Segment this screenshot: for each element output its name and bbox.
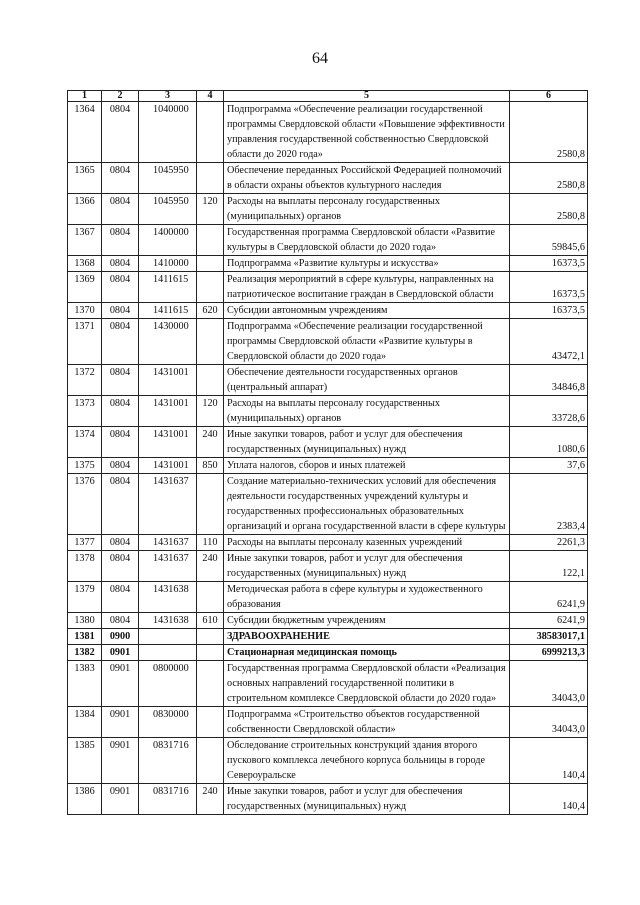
expense-type-cell [197, 738, 224, 784]
description-cell: Расходы на выплаты персоналу государственных (муниципальных) органов [224, 396, 510, 427]
table-row [68, 784, 588, 815]
section-code-cell: 0804 [102, 535, 139, 551]
row-number-cell: 1384 [68, 707, 102, 738]
amount-cell: 1080,6 [510, 427, 588, 458]
row-number-cell: 1385 [68, 738, 102, 784]
row-number-cell: 1374 [68, 427, 102, 458]
target-code-cell: 1431637 [139, 535, 197, 551]
table-row [68, 365, 588, 396]
target-code-cell: 0800000 [139, 661, 197, 707]
expense-type-cell [197, 163, 224, 194]
row-number-cell: 1372 [68, 365, 102, 396]
amount-cell: 16373,5 [510, 272, 588, 303]
amount-cell: 6241,9 [510, 613, 588, 629]
row-number-cell: 1379 [68, 582, 102, 613]
target-code-cell: 1431001 [139, 427, 197, 458]
target-code-cell: 1410000 [139, 256, 197, 272]
expense-type-cell [197, 474, 224, 535]
expense-type-cell [197, 645, 224, 661]
table-row [68, 661, 588, 707]
section-code-cell: 0901 [102, 784, 139, 815]
target-code-cell: 1411615 [139, 272, 197, 303]
table-row [68, 535, 588, 551]
target-code-cell: 0830000 [139, 707, 197, 738]
expense-type-cell: 620 [197, 303, 224, 319]
section-code-cell: 0804 [102, 303, 139, 319]
header-col-4: 4 [197, 91, 224, 102]
expense-type-cell: 240 [197, 784, 224, 815]
description-cell: Реализация мероприятий в сфере культуры, направленных на патриотическое воспитание граждан в Свердловской области [224, 272, 510, 303]
row-number-cell: 1381 [68, 629, 102, 645]
table-row [68, 629, 588, 645]
table-row [68, 427, 588, 458]
description-cell: Подпрограмма «Обеспечение реализации государственной программы Свердловской области «Повышение эффективности управления государственной собственностью Свердловской области до 2020 года» [224, 102, 510, 163]
target-code-cell: 1045950 [139, 194, 197, 225]
amount-cell: 2383,4 [510, 474, 588, 535]
expense-type-cell: 610 [197, 613, 224, 629]
row-number-cell: 1386 [68, 784, 102, 815]
header-col-2: 2 [102, 91, 139, 102]
amount-cell: 16373,5 [510, 256, 588, 272]
description-cell: Иные закупки товаров, работ и услуг для обеспечения государственных (муниципальных) нужд [224, 427, 510, 458]
table-body [68, 102, 588, 815]
description-cell: Иные закупки товаров, работ и услуг для обеспечения государственных (муниципальных) нужд [224, 784, 510, 815]
expense-type-cell [197, 707, 224, 738]
amount-cell: 34846,8 [510, 365, 588, 396]
expense-type-cell: 850 [197, 458, 224, 474]
expense-type-cell [197, 661, 224, 707]
row-number-cell: 1382 [68, 645, 102, 661]
amount-cell: 16373,5 [510, 303, 588, 319]
section-code-cell: 0804 [102, 458, 139, 474]
table-row [68, 551, 588, 582]
page-number: 64 [312, 50, 328, 67]
header-col-3: 3 [139, 91, 197, 102]
header-col-1: 1 [68, 91, 102, 102]
description-cell: Расходы на выплаты персоналу казенных учреждений [224, 535, 510, 551]
expense-type-cell [197, 102, 224, 163]
section-code-cell: 0804 [102, 319, 139, 365]
target-code-cell: 1431638 [139, 582, 197, 613]
description-cell: Субсидии автономным учреждениям [224, 303, 510, 319]
target-code-cell [139, 645, 197, 661]
section-code-cell: 0804 [102, 551, 139, 582]
table-row [68, 396, 588, 427]
table-row [68, 303, 588, 319]
description-cell: Государственная программа Свердловской области «Развитие культуры в Свердловской области до 2020 года» [224, 225, 510, 256]
row-number-cell: 1364 [68, 102, 102, 163]
section-code-cell: 0804 [102, 396, 139, 427]
amount-cell: 34043,0 [510, 707, 588, 738]
row-number-cell: 1380 [68, 613, 102, 629]
section-code-cell: 0804 [102, 256, 139, 272]
section-code-cell: 0900 [102, 629, 139, 645]
header-col-6: 6 [510, 91, 588, 102]
target-code-cell: 1431637 [139, 551, 197, 582]
row-number-cell: 1367 [68, 225, 102, 256]
expense-type-cell [197, 319, 224, 365]
section-code-cell: 0804 [102, 102, 139, 163]
row-number-cell: 1373 [68, 396, 102, 427]
table-row [68, 225, 588, 256]
target-code-cell: 1040000 [139, 102, 197, 163]
description-cell: Подпрограмма «Обеспечение реализации государственной программы Свердловской области «Развитие культуры в Свердловской области до 2020 года» [224, 319, 510, 365]
amount-cell: 2580,8 [510, 163, 588, 194]
table-row [68, 194, 588, 225]
row-number-cell: 1376 [68, 474, 102, 535]
expense-type-cell: 120 [197, 396, 224, 427]
target-code-cell: 1431001 [139, 396, 197, 427]
table-row [68, 256, 588, 272]
amount-cell: 6999213,3 [510, 645, 588, 661]
table-row [68, 582, 588, 613]
table-row [68, 645, 588, 661]
amount-cell: 2580,8 [510, 194, 588, 225]
row-number-cell: 1378 [68, 551, 102, 582]
expense-type-cell: 110 [197, 535, 224, 551]
row-number-cell: 1377 [68, 535, 102, 551]
description-cell: Подпрограмма «Строительство объектов государственной собственности Свердловской области» [224, 707, 510, 738]
section-code-cell: 0901 [102, 738, 139, 784]
description-cell: Обследование строительных конструкций здания второго пускового комплекса лечебного корпуса больницы в городе Североуральске [224, 738, 510, 784]
section-code-cell: 0901 [102, 661, 139, 707]
expense-type-cell [197, 629, 224, 645]
row-number-cell: 1369 [68, 272, 102, 303]
section-code-cell: 0804 [102, 427, 139, 458]
description-cell: Иные закупки товаров, работ и услуг для обеспечения государственных (муниципальных) нужд [224, 551, 510, 582]
expense-type-cell [197, 582, 224, 613]
section-code-cell: 0804 [102, 474, 139, 535]
description-cell: Подпрограмма «Развитие культуры и искусства» [224, 256, 510, 272]
expense-type-cell [197, 256, 224, 272]
section-code-cell: 0804 [102, 225, 139, 256]
target-code-cell: 0831716 [139, 738, 197, 784]
table-row [68, 102, 588, 163]
amount-cell: 34043,0 [510, 661, 588, 707]
amount-cell: 33728,6 [510, 396, 588, 427]
header-row [68, 91, 588, 102]
table-row [68, 474, 588, 535]
target-code-cell: 1430000 [139, 319, 197, 365]
description-cell: Создание материально-технических условий для обеспечения деятельности государственных учреждений культуры и государственных профессиональных образовательных организаций и органа государственной власти в сфере культуры [224, 474, 510, 535]
expense-type-cell: 120 [197, 194, 224, 225]
amount-cell: 122,1 [510, 551, 588, 582]
table-row [68, 272, 588, 303]
row-number-cell: 1383 [68, 661, 102, 707]
table-row [68, 738, 588, 784]
header-col-5: 5 [224, 91, 510, 102]
description-cell: ЗДРАВООХРАНЕНИЕ [224, 629, 510, 645]
description-cell: Субсидии бюджетным учреждениям [224, 613, 510, 629]
amount-cell: 2580,8 [510, 102, 588, 163]
description-cell: Уплата налогов, сборов и иных платежей [224, 458, 510, 474]
amount-cell: 43472,1 [510, 319, 588, 365]
description-cell: Стационарная медицинская помощь [224, 645, 510, 661]
amount-cell: 37,6 [510, 458, 588, 474]
section-code-cell: 0901 [102, 707, 139, 738]
table-row [68, 613, 588, 629]
description-cell: Расходы на выплаты персоналу государственных (муниципальных) органов [224, 194, 510, 225]
target-code-cell [139, 629, 197, 645]
row-number-cell: 1365 [68, 163, 102, 194]
target-code-cell: 1400000 [139, 225, 197, 256]
section-code-cell: 0804 [102, 194, 139, 225]
amount-cell: 38583017,1 [510, 629, 588, 645]
section-code-cell: 0804 [102, 272, 139, 303]
table-row [68, 707, 588, 738]
expense-type-cell [197, 272, 224, 303]
row-number-cell: 1366 [68, 194, 102, 225]
target-code-cell: 1431637 [139, 474, 197, 535]
target-code-cell: 1431638 [139, 613, 197, 629]
section-code-cell: 0804 [102, 365, 139, 396]
amount-cell: 2261,3 [510, 535, 588, 551]
description-cell: Обеспечение деятельности государственных органов (центральный аппарат) [224, 365, 510, 396]
expense-type-cell: 240 [197, 427, 224, 458]
row-number-cell: 1371 [68, 319, 102, 365]
table-row [68, 458, 588, 474]
row-number-cell: 1370 [68, 303, 102, 319]
row-number-cell: 1368 [68, 256, 102, 272]
amount-cell: 6241,9 [510, 582, 588, 613]
section-code-cell: 0804 [102, 163, 139, 194]
expense-type-cell: 240 [197, 551, 224, 582]
row-number-cell: 1375 [68, 458, 102, 474]
target-code-cell: 0831716 [139, 784, 197, 815]
target-code-cell: 1431001 [139, 365, 197, 396]
section-code-cell: 0804 [102, 582, 139, 613]
target-code-cell: 1045950 [139, 163, 197, 194]
amount-cell: 59845,6 [510, 225, 588, 256]
table-row [68, 319, 588, 365]
description-cell: Обеспечение переданных Российской Федерацией полномочий в области охраны объектов культурного наследия [224, 163, 510, 194]
expense-type-cell [197, 225, 224, 256]
section-code-cell: 0901 [102, 645, 139, 661]
description-cell: Методическая работа в сфере культуры и художественного образования [224, 582, 510, 613]
amount-cell: 140,4 [510, 738, 588, 784]
expense-type-cell [197, 365, 224, 396]
table-row [68, 163, 588, 194]
section-code-cell: 0804 [102, 613, 139, 629]
target-code-cell: 1411615 [139, 303, 197, 319]
description-cell: Государственная программа Свердловской области «Реализация основных направлений государственной политики в строительном комплексе Свердловской области до 2020 года» [224, 661, 510, 707]
target-code-cell: 1431001 [139, 458, 197, 474]
budget-table [67, 90, 588, 815]
amount-cell: 140,4 [510, 784, 588, 815]
